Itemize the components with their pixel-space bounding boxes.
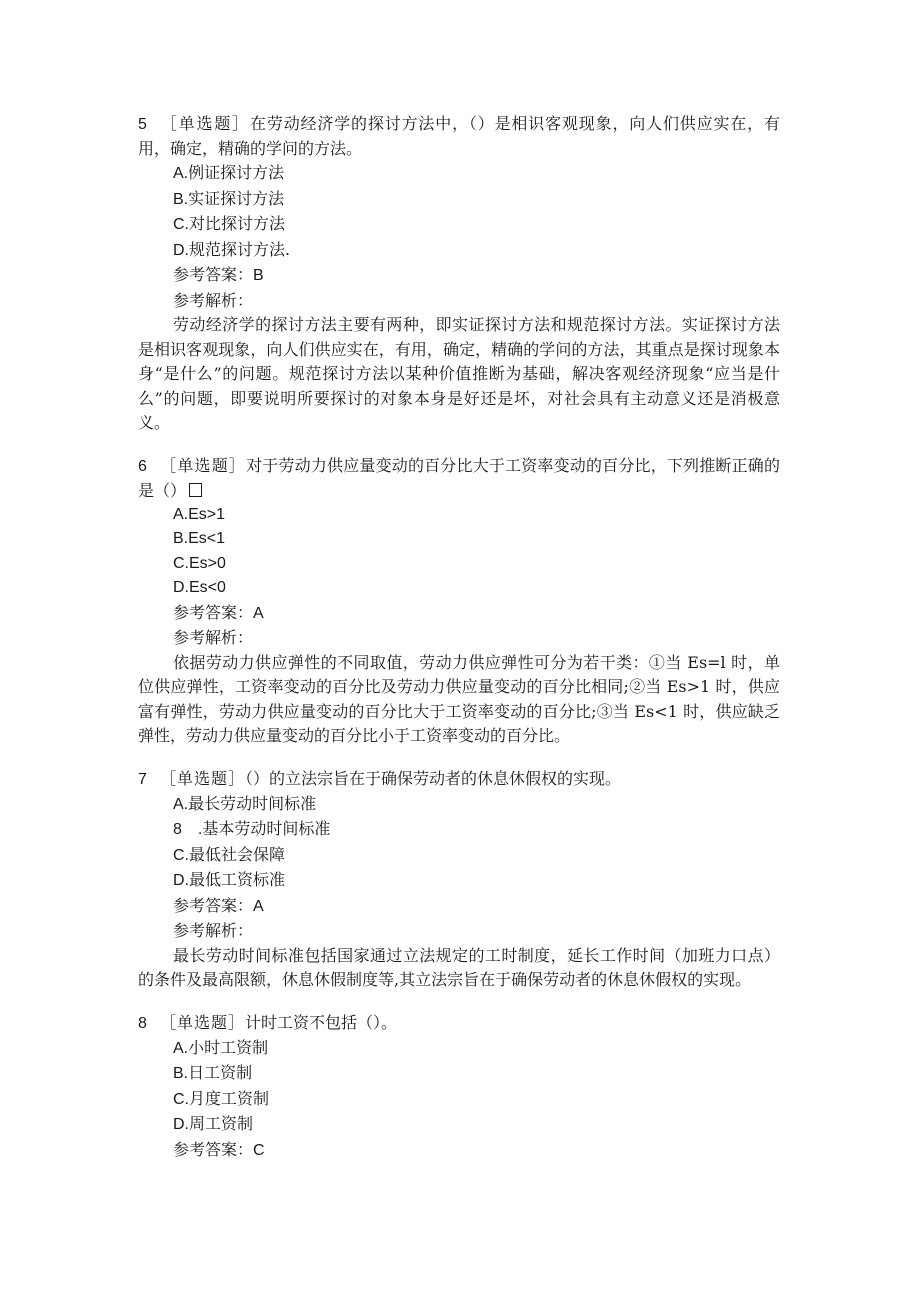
option-letter: C.	[173, 554, 189, 572]
spacer	[138, 749, 780, 767]
answer-line	[138, 263, 780, 289]
answer-line	[138, 894, 780, 920]
option-text: 日工资制	[188, 1063, 253, 1082]
option	[138, 1112, 780, 1138]
option	[138, 212, 780, 238]
analysis-label: 参考解析：	[173, 290, 254, 310]
option-letter: A.	[173, 505, 189, 523]
option	[138, 792, 780, 818]
option-text: Es<0	[189, 579, 226, 596]
option-text: Es<1	[188, 530, 226, 547]
option-text: 最长劳动时间标准	[188, 793, 317, 813]
option	[138, 817, 780, 843]
option-letter: D.	[173, 1116, 189, 1133]
option-letter: C.	[173, 846, 189, 864]
option-letter: D.	[173, 241, 189, 259]
answer-label: 参考答案：	[173, 602, 254, 622]
option-letter: D.	[173, 579, 189, 596]
question-stem	[138, 767, 780, 792]
option	[138, 503, 780, 528]
option-text: 例证探讨方法	[188, 163, 285, 182]
option-letter: B.	[173, 190, 189, 208]
question-5	[138, 112, 780, 436]
option-letter: D.	[173, 872, 189, 889]
question-6	[138, 454, 780, 749]
option	[138, 1087, 780, 1113]
question-stem	[138, 454, 780, 503]
analysis-label: 参考解析：	[173, 628, 254, 647]
option	[138, 187, 780, 213]
question-number: 5	[138, 116, 147, 133]
option	[138, 1061, 780, 1087]
question-type-tag: ［单选题］	[160, 1012, 246, 1032]
question-8	[138, 1011, 780, 1164]
option-letter: C.	[173, 216, 189, 233]
option	[138, 238, 780, 264]
option-letter: 8 .	[173, 821, 203, 838]
question-type-tag: ［单选题］	[160, 455, 247, 475]
question-text: （）的立法宗旨在于确保劳动者的休息休假权的实现。	[245, 768, 622, 788]
question-type-tag: ［单选题］	[160, 114, 251, 133]
question-number: 6	[138, 457, 147, 475]
question-text: 在劳动经济学的探讨方法中，（）是相识客观现象，向人们供应实在，有用，确定，精确的学问的方法。	[138, 114, 780, 158]
option	[138, 1036, 780, 1062]
box-symbol-icon	[189, 483, 202, 497]
option-letter: A.	[173, 795, 189, 813]
answer-label: 参考答案：	[173, 265, 254, 284]
option-letter: B.	[173, 1065, 189, 1082]
question-number: 7	[138, 770, 147, 788]
question-number: 8	[138, 1014, 147, 1032]
option-text: 月度工资制	[189, 1088, 270, 1108]
option-text: Es>1	[188, 505, 226, 523]
spacer	[138, 993, 780, 1011]
question-text: 对于劳动力供应量变动的百分比大于工资率变动的百分比，下列推断正确的是（）	[138, 455, 780, 500]
option-text: 最低工资标准	[189, 870, 286, 889]
option-letter: B.	[173, 530, 189, 547]
question-stem	[138, 1011, 780, 1036]
option-text: 对比探讨方法	[189, 214, 286, 233]
option-text: 实证探讨方法	[188, 188, 285, 208]
option	[138, 576, 780, 601]
option-letter: A.	[173, 165, 189, 182]
answer-line	[138, 601, 780, 627]
option	[138, 868, 780, 894]
option	[138, 552, 780, 577]
answer-value: A	[253, 897, 264, 915]
answer-value: C	[253, 1141, 265, 1159]
answer-value: A	[253, 604, 264, 622]
question-type-tag: ［单选题］	[160, 768, 246, 788]
option-text: 规范探讨方法.	[189, 239, 291, 259]
spacer	[138, 436, 780, 454]
question-7	[138, 767, 780, 993]
analysis-label: 参考解析：	[173, 921, 254, 940]
analysis-text: 劳动经济学的探讨方法主要有两种，即实证探讨方法和规范探讨方法。实证探讨方法是相识客观现象，向人们供应实在，有用，确定，精确的学问的方法，其重点是探讨现象本身“是什么”的问题。规范探讨方法以某种价值推断为基础，解决客观经济现象“应当是什么”的问题，即要说明所要探讨的对象本身是好还是坏，对社会具有主动意义还是消极意义。	[138, 315, 780, 432]
answer-label: 参考答案：	[173, 1139, 254, 1159]
option	[138, 161, 780, 187]
option-text: 小时工资制	[188, 1037, 269, 1057]
answer-label: 参考答案：	[173, 895, 254, 915]
option	[138, 527, 780, 552]
answer-line	[138, 1138, 780, 1164]
analysis-text: 依据劳动力供应弹性的不同取值，劳动力供应弹性可分为若干类：①当 Es=l 时，单位供应弹性，工资率变动的百分比及劳动力供应量变动的百分比相同;②当 Es>1 时，供应富有弹性，劳动力供应量变动的百分比大于工资率变动的百分比;③当 Es<1 时，供应缺乏弹性，劳动力供应量变动的百分比小于工资率变动的百分比。	[138, 652, 780, 745]
option-letter: A.	[173, 1039, 189, 1057]
analysis-text: 最长劳动时间标准包括国家通过立法规定的工时制度，延长工作时间（加班力口点）的条件及最高限额，休息休假制度等,其立法宗旨在于确保劳动者的休息休假权的实现。	[138, 945, 780, 989]
option	[138, 843, 780, 869]
option-text: 周工资制	[189, 1114, 254, 1133]
option-text: 最低社会保障	[189, 844, 286, 864]
question-text: 计时工资不包括（）。	[245, 1012, 398, 1032]
document-page	[138, 112, 780, 1163]
option-text: 基本劳动时间标准	[202, 819, 331, 838]
option-text: Es>0	[189, 554, 226, 572]
answer-value: B	[253, 267, 264, 284]
option-letter: C.	[173, 1090, 189, 1108]
question-stem	[138, 112, 780, 161]
